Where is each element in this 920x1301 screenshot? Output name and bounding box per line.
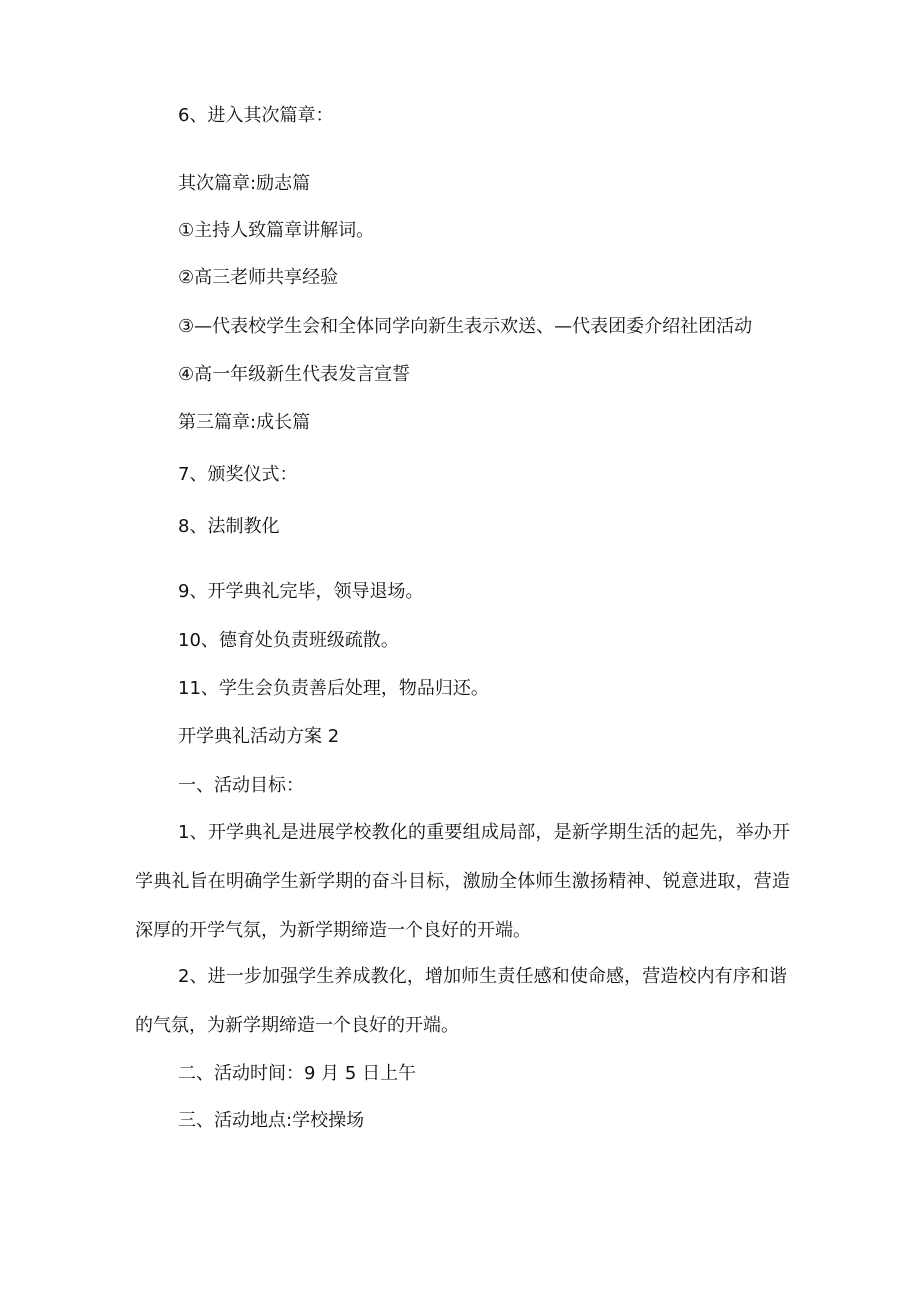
- plan-2-title: 开学典礼活动方案 2: [178, 726, 340, 747]
- step-11-line: 11、学生会负责善后处理，物品归还。: [178, 678, 489, 699]
- step-6-line: 6、进入其次篇章：: [178, 105, 334, 126]
- chapter-3-heading: 第三篇章:成长篇: [178, 412, 311, 433]
- step-7-line: 7、颁奖仪式：: [178, 464, 298, 485]
- chapter-2-item-2: ②高三老师共享经验: [178, 267, 339, 288]
- goal-paragraph-1: 1、开学典礼是进展学校教化的重要组成局部，是新学期生活的起先，举办开学典礼旨在明确学生新学期的奋斗目标，激励全体师生激扬精神、锐意进取，营造深厚的开学气氛，为新学期缔造一个良好的开端。: [135, 822, 790, 941]
- step-8-line: 8、法制教化: [178, 516, 280, 537]
- goal-paragraph-2: 2、进一步加强学生养成教化，增加师生责任感和使命感，营造校内有序和谐的气氛，为新学期缔造一个良好的开端。: [135, 966, 787, 1036]
- chapter-2-item-3: ③—代表校学生会和全体同学向新生表示欢送、—代表团委介绍社团活动: [178, 316, 753, 337]
- chapter-2-item-1: ①主持人致篇章讲解词。: [178, 220, 375, 241]
- section-3-location: 三、活动地点:学校操场: [178, 1110, 365, 1131]
- step-9-line: 9、开学典礼完毕，领导退场。: [178, 581, 424, 602]
- chapter-2-item-4: ④高一年级新生代表发言宣誓: [178, 364, 411, 385]
- section-1-heading: 一、活动目标：: [178, 775, 304, 796]
- step-10-line: 10、德育处负责班级疏散。: [178, 630, 399, 651]
- section-2-time: 二、活动时间：9 月 5 日上午: [178, 1063, 417, 1084]
- chapter-2-heading: 其次篇章:励志篇: [178, 173, 311, 194]
